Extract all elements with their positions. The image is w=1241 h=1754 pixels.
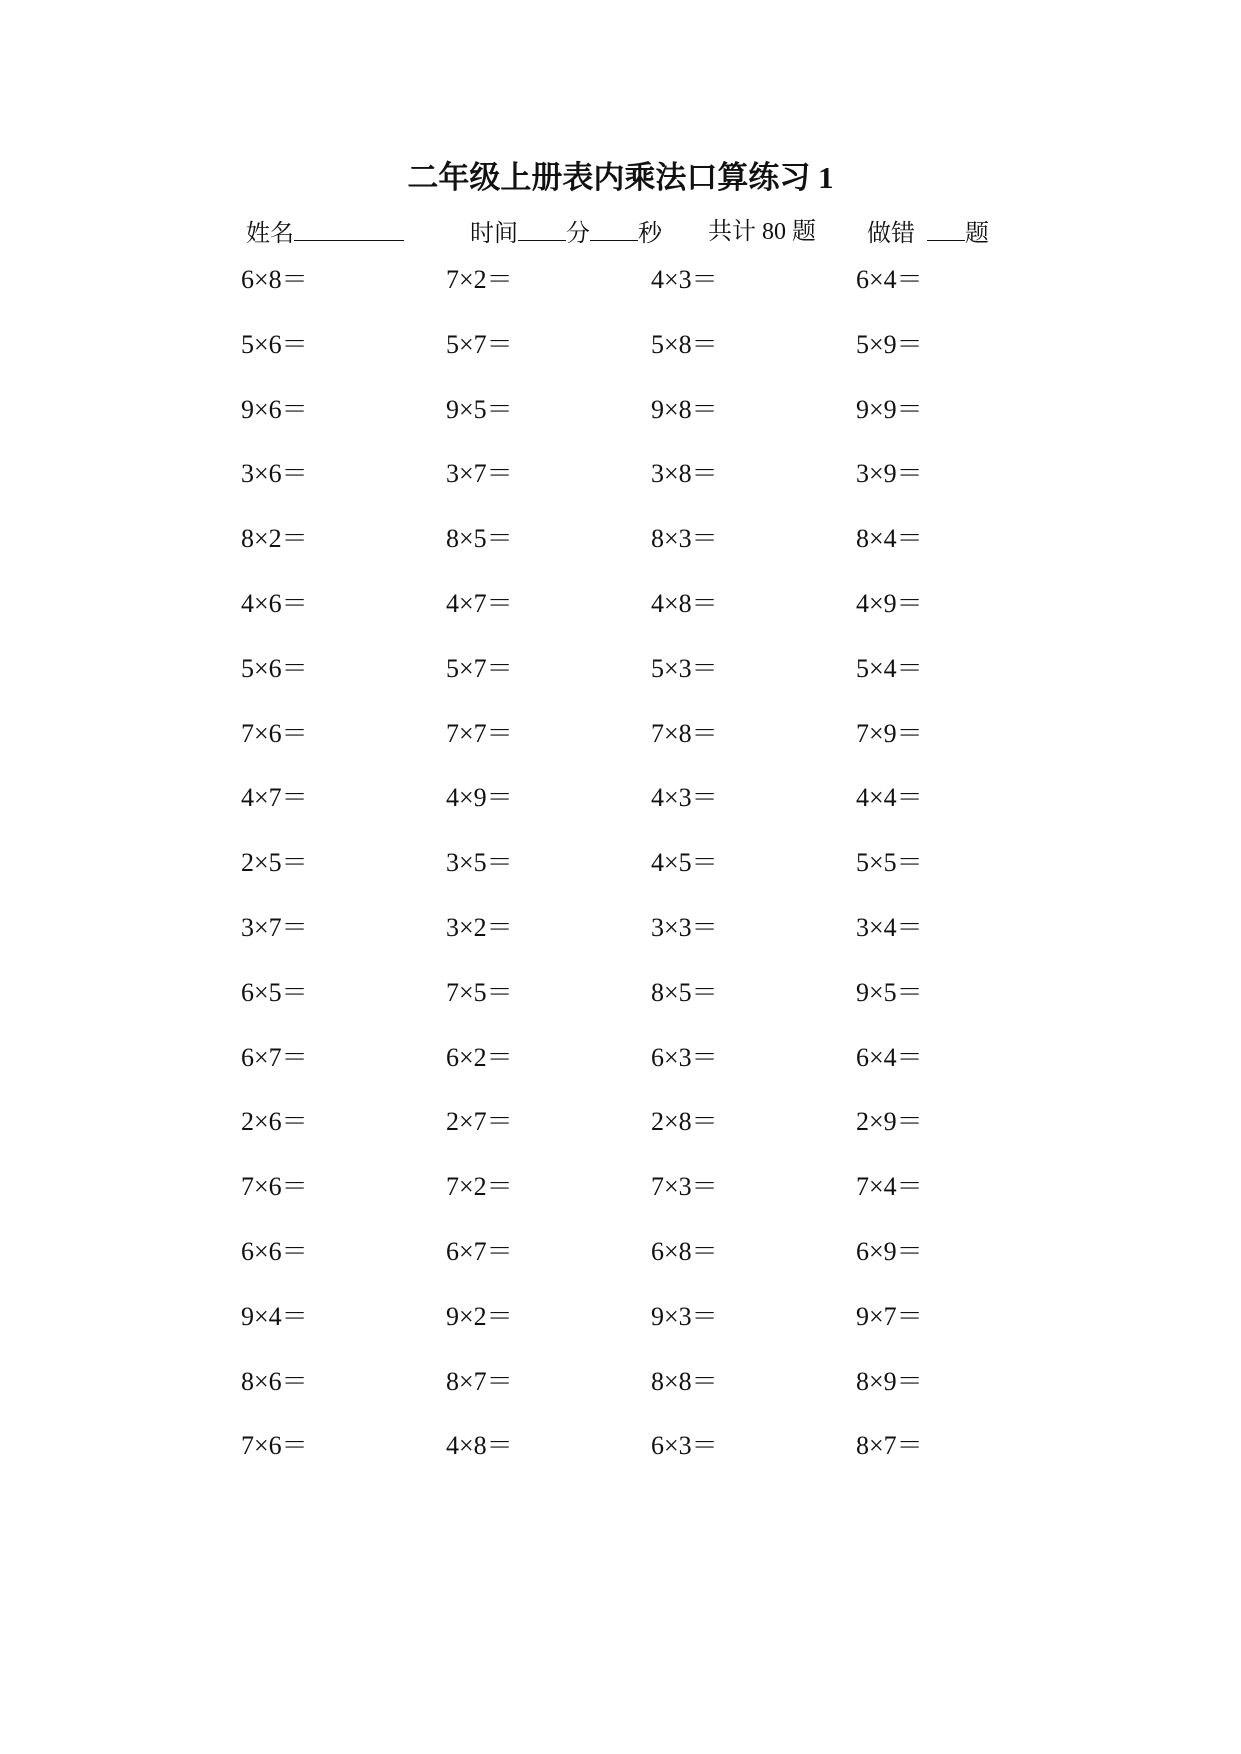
problem-item: 7×3＝	[651, 1172, 718, 1202]
problem-item: 3×7＝	[446, 459, 513, 489]
problem-item: 2×7＝	[446, 1107, 513, 1137]
problem-item: 7×7＝	[446, 718, 513, 748]
time-field	[470, 214, 662, 252]
problem-item: 5×6＝	[241, 329, 308, 359]
problem-row	[0, 1167, 1241, 1207]
problem-item: 7×5＝	[446, 977, 513, 1007]
problem-item: 5×8＝	[651, 329, 718, 359]
problem-row	[0, 584, 1241, 624]
problem-row	[0, 778, 1241, 818]
name-blank[interactable]	[294, 214, 404, 241]
problem-item: 5×5＝	[856, 848, 923, 878]
wrong-label: 做错	[867, 221, 915, 247]
problem-item: 5×9＝	[856, 329, 923, 359]
problem-item: 9×6＝	[241, 394, 308, 424]
problem-item: 5×4＝	[856, 653, 923, 683]
problem-item: 8×7＝	[446, 1366, 513, 1396]
name-label: 姓名	[246, 221, 294, 247]
problem-item: 3×5＝	[446, 848, 513, 878]
problem-item: 3×6＝	[241, 459, 308, 489]
problem-item: 7×6＝	[241, 718, 308, 748]
problem-item: 7×6＝	[241, 1431, 308, 1461]
problem-row	[0, 325, 1241, 365]
problem-item: 4×9＝	[446, 783, 513, 813]
problem-item: 5×3＝	[651, 653, 718, 683]
problem-item: 3×4＝	[856, 913, 923, 942]
problem-row	[0, 519, 1241, 559]
problem-item: 4×8＝	[446, 1431, 513, 1461]
problem-item: 6×7＝	[241, 1042, 308, 1072]
problem-item: 7×6＝	[241, 1172, 308, 1202]
minute-blank[interactable]	[518, 214, 566, 241]
problem-item: 6×5＝	[241, 977, 308, 1007]
second-blank[interactable]	[590, 214, 638, 241]
problem-item: 2×5＝	[241, 848, 308, 878]
problem-item: 2×9＝	[856, 1107, 923, 1137]
question-unit: 题	[965, 221, 989, 247]
problem-row	[0, 454, 1241, 494]
problem-row	[0, 1232, 1241, 1272]
problem-item: 5×6＝	[241, 653, 308, 683]
problem-item: 9×2＝	[446, 1301, 513, 1331]
problem-row	[0, 908, 1241, 948]
problem-item: 8×5＝	[446, 524, 513, 554]
problem-item: 7×2＝	[446, 265, 513, 294]
problem-row	[0, 1426, 1241, 1466]
second-label: 秒	[638, 221, 662, 247]
problem-item: 4×3＝	[651, 783, 718, 813]
problem-item: 3×9＝	[856, 459, 923, 489]
problem-item: 7×9＝	[856, 718, 923, 748]
problem-item: 4×3＝	[651, 265, 718, 294]
info-line	[0, 214, 1241, 250]
problem-item: 8×7＝	[856, 1431, 923, 1461]
problem-item: 4×6＝	[241, 589, 308, 618]
problem-row	[0, 973, 1241, 1013]
problem-item: 6×8＝	[651, 1237, 718, 1266]
problem-item: 6×4＝	[856, 1042, 923, 1072]
time-label: 时间	[470, 221, 518, 247]
problem-item: 4×7＝	[241, 783, 308, 813]
problem-item: 4×8＝	[651, 589, 718, 618]
problem-item: 4×4＝	[856, 783, 923, 813]
problem-item: 9×9＝	[856, 394, 923, 424]
problem-row	[0, 1102, 1241, 1142]
problem-item: 3×7＝	[241, 913, 308, 942]
page-title: 二年级上册表内乘法口算练习 1	[407, 160, 834, 195]
problem-row	[0, 1297, 1241, 1337]
problem-item: 9×5＝	[856, 977, 923, 1007]
problem-item: 6×3＝	[651, 1042, 718, 1072]
problem-row	[0, 1362, 1241, 1402]
problem-row	[0, 649, 1241, 689]
problem-row	[0, 843, 1241, 883]
problem-item: 8×2＝	[241, 524, 308, 554]
wrong-blank[interactable]	[927, 214, 965, 241]
problem-row	[0, 260, 1241, 300]
problem-item: 7×4＝	[856, 1172, 923, 1202]
problem-row	[0, 714, 1241, 754]
name-field[interactable]	[246, 214, 404, 252]
problem-item: 8×4＝	[856, 524, 923, 554]
problem-item: 4×5＝	[651, 848, 718, 878]
total-label: 共计 80 题	[708, 219, 816, 245]
problem-item: 3×3＝	[651, 913, 718, 942]
problem-item: 8×9＝	[856, 1366, 923, 1396]
problem-item: 6×4＝	[856, 265, 923, 294]
problem-item: 9×3＝	[651, 1301, 718, 1331]
problem-item: 5×7＝	[446, 653, 513, 683]
problem-item: 7×2＝	[446, 1172, 513, 1202]
problem-item: 4×9＝	[856, 589, 923, 618]
problem-item: 7×8＝	[651, 718, 718, 748]
problem-item: 6×6＝	[241, 1237, 308, 1266]
wrong-field	[867, 214, 989, 252]
problem-item: 3×8＝	[651, 459, 718, 489]
problem-item: 8×8＝	[651, 1366, 718, 1396]
problem-item: 9×7＝	[856, 1301, 923, 1331]
problem-row	[0, 1038, 1241, 1078]
problem-item: 2×8＝	[651, 1107, 718, 1137]
problem-item: 6×3＝	[651, 1431, 718, 1461]
problem-item: 6×8＝	[241, 265, 308, 294]
problem-item: 2×6＝	[241, 1107, 308, 1137]
problem-item: 8×3＝	[651, 524, 718, 554]
problem-item: 5×7＝	[446, 329, 513, 359]
problem-item: 9×5＝	[446, 394, 513, 424]
minute-label: 分	[566, 221, 590, 247]
problem-item: 6×9＝	[856, 1237, 923, 1266]
problem-item: 9×8＝	[651, 394, 718, 424]
problem-item: 4×7＝	[446, 589, 513, 618]
problem-item: 3×2＝	[446, 913, 513, 942]
problem-item: 6×2＝	[446, 1042, 513, 1072]
problem-item: 6×7＝	[446, 1237, 513, 1266]
problem-item: 8×5＝	[651, 977, 718, 1007]
problem-item: 9×4＝	[241, 1301, 308, 1331]
problem-item: 8×6＝	[241, 1366, 308, 1396]
problem-row	[0, 390, 1241, 430]
